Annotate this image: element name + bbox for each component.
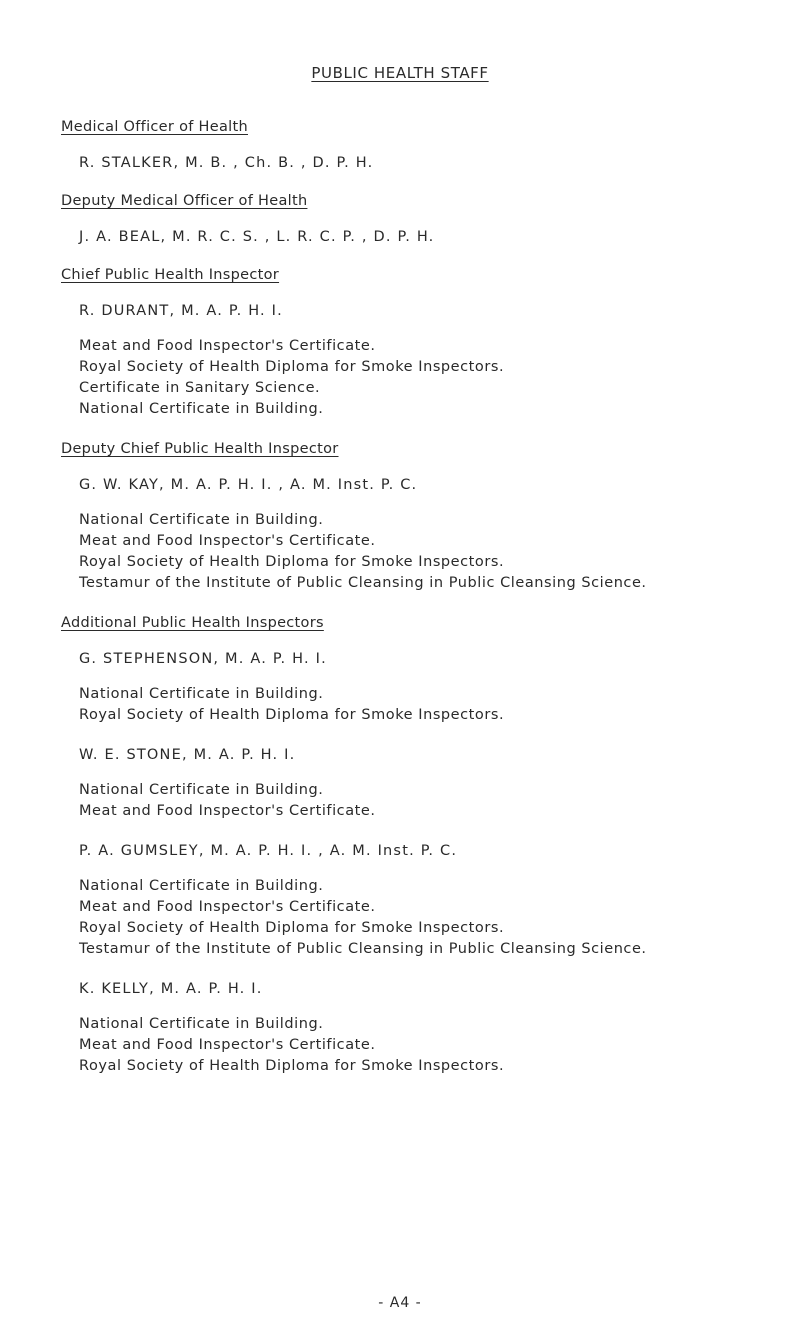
staff-entry [79,650,781,726]
qualification: Royal Society of Health Diploma for Smoke Inspectors. [79,920,505,936]
qualification: Meat and Food Inspector's Certificate. [79,803,376,819]
qualification: Royal Society of Health Diploma for Smoke Inspectors. [79,359,505,375]
qualification: National Certificate in Building. [79,512,324,528]
section-deputy-medical-officer [61,192,781,246]
section-heading: Chief Public Health Inspector [61,267,280,283]
staff-name: G. STEPHENSON, M. A. P. H. I. [79,651,327,667]
page-title-text: PUBLIC HEALTH STAFF [311,64,489,82]
qualification: National Certificate in Building. [79,878,324,894]
staff-name: R. DURANT, M. A. P. H. I. [79,303,283,319]
qualification: Testamur of the Institute of Public Cleansing in Public Cleansing Science. [79,575,647,591]
qualification: Meat and Food Inspector's Certificate. [79,533,376,549]
qualification: Meat and Food Inspector's Certificate. [79,1037,376,1053]
qualification: National Certificate in Building. [79,782,324,798]
section-additional-inspectors [61,614,781,1077]
qualification: Royal Society of Health Diploma for Smoke Inspectors. [79,1058,505,1074]
staff-entry [79,154,781,172]
qualification: Meat and Food Inspector's Certificate. [79,899,376,915]
qualification: Royal Society of Health Diploma for Smoke Inspectors. [79,554,505,570]
staff-entry [79,746,781,822]
section-deputy-chief-inspector [61,440,781,594]
qualification: Meat and Food Inspector's Certificate. [79,338,376,354]
qualification: National Certificate in Building. [79,1016,324,1032]
staff-entry [79,842,781,960]
section-heading: Additional Public Health Inspectors [61,615,324,631]
qualification: Royal Society of Health Diploma for Smoke Inspectors. [79,707,505,723]
staff-entry [79,228,781,246]
staff-list [61,118,781,1097]
staff-name: P. A. GUMSLEY, M. A. P. H. I. , A. M. Inst. P. C. [79,843,458,859]
staff-name: J. A. BEAL, M. R. C. S. , L. R. C. P. , D. P. H. [79,229,435,245]
staff-entry [79,302,781,420]
section-heading: Deputy Chief Public Health Inspector [61,441,339,457]
staff-name: R. STALKER, M. B. , Ch. B. , D. P. H. [79,155,374,171]
section-medical-officer [61,118,781,172]
staff-name: W. E. STONE, M. A. P. H. I. [79,747,296,763]
staff-name: G. W. KAY, M. A. P. H. I. , A. M. Inst. P. C. [79,477,418,493]
staff-entry [79,980,781,1077]
staff-name: K. KELLY, M. A. P. H. I. [79,981,263,997]
section-heading: Medical Officer of Health [61,119,248,135]
staff-entry [79,476,781,594]
qualification: National Certificate in Building. [79,686,324,702]
page-number: - A4 - [378,1295,422,1311]
qualification: Testamur of the Institute of Public Cleansing in Public Cleansing Science. [79,941,647,957]
section-heading: Deputy Medical Officer of Health [61,193,308,209]
qualification: National Certificate in Building. [79,401,324,417]
section-chief-inspector [61,266,781,420]
page-title [0,64,800,82]
qualification: Certificate in Sanitary Science. [79,380,321,396]
